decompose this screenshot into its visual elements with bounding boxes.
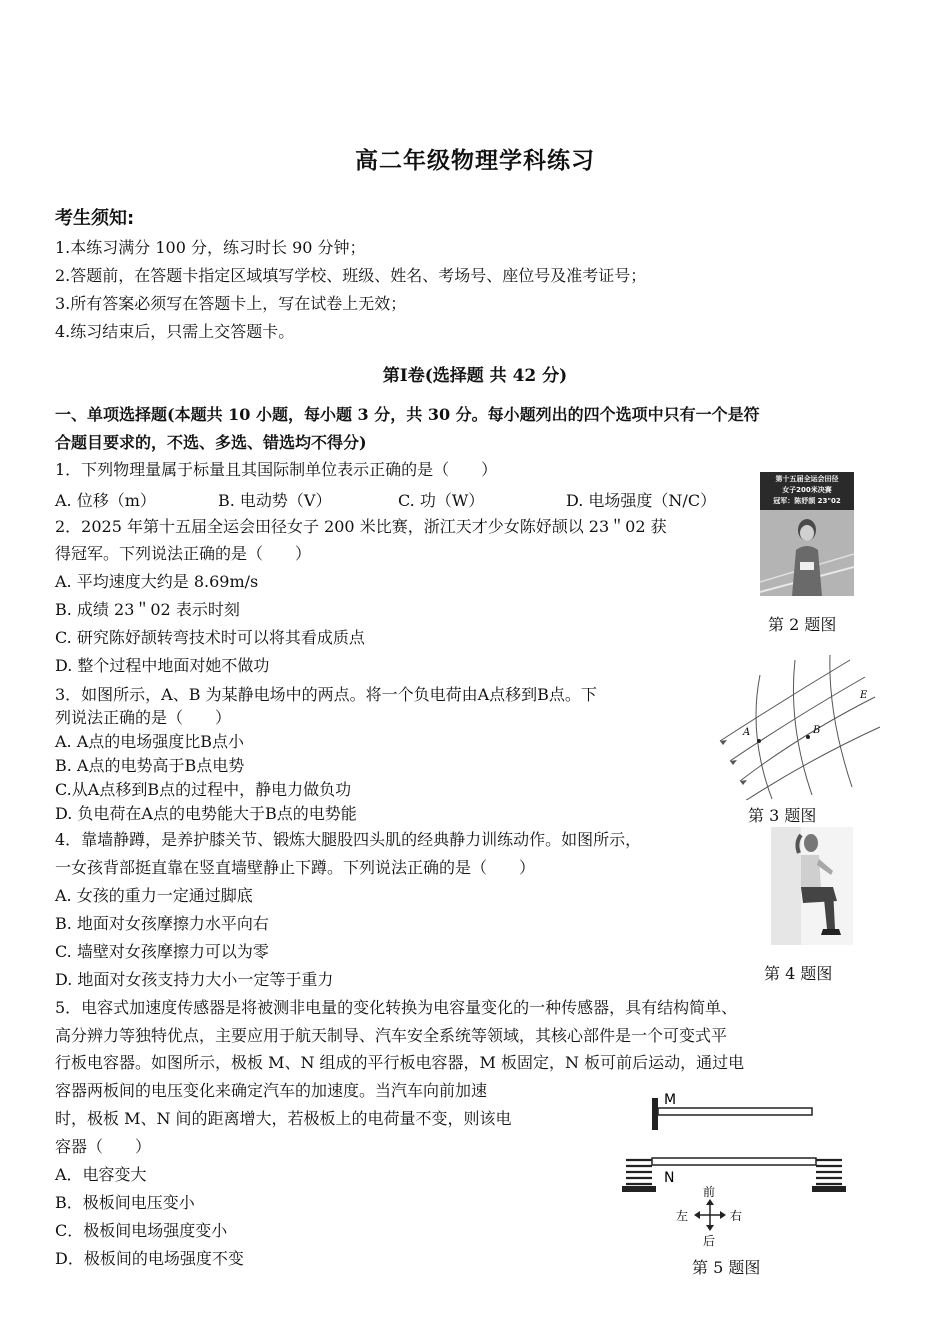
arrow-right-icon: [720, 1211, 726, 1219]
q4-option-a: A. 女孩的重力一定通过脚底: [55, 886, 253, 905]
q3-option-d: D. 负电荷在A点的电势能大于B点的电势能: [55, 804, 357, 823]
q5-option-b: B．极板间电压变小: [55, 1193, 195, 1212]
right-base: [812, 1186, 846, 1192]
field-line: [730, 677, 865, 761]
arrow-front-icon: [706, 1199, 714, 1205]
q4-figure-caption: 第 4 题图: [764, 964, 833, 983]
q5-stem-line: 容器两板间的电压变化来确定汽车的加速度。当汽车向前加速: [55, 1081, 488, 1100]
section-title: 第Ⅰ卷(选择题 共 42 分): [382, 366, 568, 386]
q4-stem-line2: 一女孩背部挺直靠在竖直墙壁静止下蹲。下列说法正确的是（ ）: [55, 858, 536, 877]
notice-item: 1.本练习满分 100 分，练习时长 90 分钟；: [55, 238, 366, 257]
q2-figure-photo: [760, 472, 854, 596]
q3-option-a: A. A点的电场强度比B点小: [55, 732, 245, 751]
q3-stem-line2: 列说法正确的是（ ）: [55, 708, 232, 727]
left-base: [622, 1186, 656, 1192]
q2-banner-line2: 女子200米决赛: [782, 486, 832, 494]
label-right: 右: [730, 1209, 743, 1223]
q4-wall-sit-photo: [771, 827, 853, 945]
q2-option-c: C. 研究陈妤颉转弯技术时可以将其看成质点: [55, 628, 365, 647]
q5-capacitor-diagram: [620, 1088, 860, 1250]
q5-stem-line: 高分辨力等独特优点，主要应用于航天制导、汽车安全系统等领域，其核心部件是一个可变式平: [55, 1026, 728, 1045]
part-one-heading-line2: 合题目要求的，不选、多选、错选均不得分): [55, 433, 367, 452]
point-b: [806, 735, 810, 739]
equipotential-line: [830, 655, 852, 787]
label-left: 左: [676, 1209, 689, 1223]
q5-stem-line: 容器（ ）: [55, 1137, 152, 1156]
part-one-heading-line1: 一、单项选择题(本题共 10 小题，每小题 3 分，共 30 分。每小题列出的四个选项中只有一个是符: [55, 405, 760, 424]
label-a: A: [743, 727, 751, 738]
q5-option-c: C．极板间电场强度变小: [55, 1221, 228, 1240]
notice-heading: 考生须知:: [55, 208, 135, 229]
plate-n: [652, 1158, 816, 1165]
label-n: N: [664, 1170, 675, 1186]
q5-option-a: A．电容变大: [55, 1165, 147, 1184]
field-line: [720, 660, 850, 741]
label-e: E: [860, 690, 868, 701]
q4-stem-line1: 4．靠墙静蹲，是养护膝关节、锻炼大腿股四头肌的经典静力训练动作。如图所示，: [55, 830, 642, 849]
q1-option-b: B. 电动势（V）: [218, 491, 332, 510]
q2-banner-line3: 冠军：陈妤颉 23"02: [773, 497, 841, 505]
page-title: 高二年级物理学科练习: [355, 147, 595, 174]
q1-option-c: C. 功（W）: [398, 491, 485, 510]
plate-m: [658, 1108, 812, 1115]
q4-option-c: C. 墙壁对女孩摩擦力可以为零: [55, 942, 269, 961]
plate-m-mount: [652, 1098, 658, 1130]
q4-option-d: D. 地面对女孩支持力大小一定等于重力: [55, 970, 334, 989]
q1-option-d: D. 电场强度（N/C）: [566, 491, 717, 510]
q2-athlete-figure: [760, 472, 854, 596]
arrow-back-icon: [706, 1225, 714, 1231]
q3-stem-line1: 3．如图所示，A、B 为某静电场中的两点。将一个负电荷由A点移到B点。下: [55, 685, 597, 704]
label-front: 前: [703, 1185, 716, 1199]
notice-item: 4.练习结束后，只需上交答题卡。: [55, 322, 295, 341]
q2-option-d: D. 整个过程中地面对她不做功: [55, 656, 270, 675]
q5-stem-line: 时，极板 M、N 间的距离增大，若极板上的电荷量不变，则该电: [55, 1109, 512, 1128]
q2-banner-line1: 第十五届全运会田径: [775, 475, 839, 483]
label-m: M: [664, 1092, 677, 1108]
q5-stem-line: 行板电容器。如图所示，极板 M、N 组成的平行板电容器，M 板固定，N 板可前后运动，通过电: [55, 1053, 745, 1072]
q3-option-c: C.从A点移到B点的过程中，静电力做负功: [55, 780, 352, 799]
q2-option-a: A. 平均速度大约是 8.69m/s: [55, 572, 259, 591]
q2-stem-line1: 2．2025 年第十五届全运会田径女子 200 米比赛，浙江天才少女陈妤颉以 23＂02 获: [55, 517, 667, 536]
q3-option-b: B. A点的电势高于B点电势: [55, 756, 245, 775]
q2-stem-line2: 得冠军。下列说法正确的是（ ）: [55, 544, 312, 563]
label-b: B: [813, 725, 821, 736]
q1-option-a: A. 位移（m）: [55, 491, 156, 510]
q1-stem: 1．下列物理量属于标量且其国际制单位表示正确的是（ ）: [55, 460, 498, 479]
label-back: 后: [703, 1234, 716, 1248]
point-a: [757, 739, 761, 743]
q5-figure-caption: 第 5 题图: [692, 1258, 761, 1277]
notice-item: 2.答题前，在答题卡指定区域填写学校、班级、姓名、考场号、座位号及准考证号；: [55, 266, 647, 285]
notice-item: 3.所有答案必须写在答题卡上，写在试卷上无效；: [55, 294, 407, 313]
q2-option-b: B. 成绩 23＂02 表示时刻: [55, 600, 240, 619]
arrow-left-icon: [694, 1211, 700, 1219]
q2-figure-caption: 第 2 题图: [768, 615, 837, 634]
q5-stem-line: 5．电容式加速度传感器是将被测非电量的变化转换为电容量变化的一种传感器，具有结构简单、: [55, 998, 738, 1017]
right-spring: [816, 1160, 842, 1184]
equipotential-line: [793, 660, 812, 795]
left-spring: [626, 1160, 652, 1184]
q4-option-b: B. 地面对女孩摩擦力水平向右: [55, 914, 269, 933]
q5-option-d: D．极板间的电场强度不变: [55, 1249, 244, 1268]
equipotential-line: [756, 675, 772, 799]
q3-figure-caption: 第 3 题图: [748, 806, 817, 825]
q3-field-diagram: [700, 655, 890, 800]
